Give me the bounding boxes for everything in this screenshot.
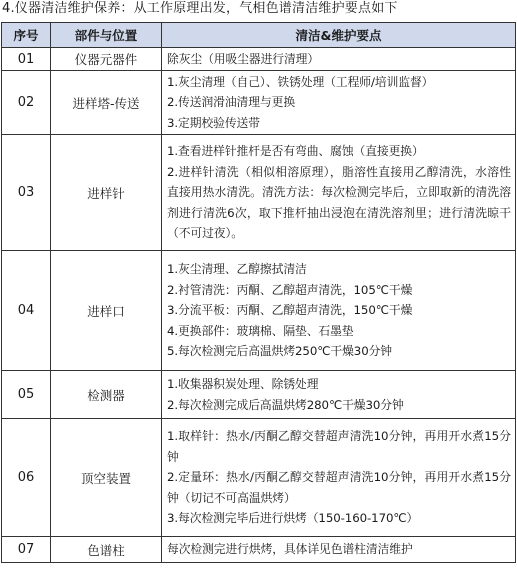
point-line: 4.更换部件：玻璃棉、隔垫、石墨垫 bbox=[167, 323, 354, 338]
point-line: 2.进样针清洗（相似相溶原理），脂溶性直接用乙醇清洗，水溶性直接用热水清洗。清洗方法：每次检测完毕后，立即取新的清洗溶剂进行清洗6次，取下推杆抽出浸泡在清洗溶剂里；进行清洗晾干（不可过夜）。 bbox=[167, 164, 511, 241]
point-line: 3.分流平板：丙酮、乙醇超声清洗，150℃干燥 bbox=[167, 303, 413, 318]
row-no: 01 bbox=[2, 48, 51, 71]
point-line: 5.每次检测完后高温烘烤250℃干燥30分钟 bbox=[167, 344, 392, 359]
header-part: 部件与位置 bbox=[51, 23, 162, 48]
row-no: 06 bbox=[2, 419, 51, 537]
row-points bbox=[162, 135, 516, 251]
row-part: 检测器 bbox=[51, 371, 162, 419]
row-part: 色谱柱 bbox=[51, 537, 162, 563]
table-header-row bbox=[2, 23, 516, 48]
row-no: 03 bbox=[2, 135, 51, 251]
table-row bbox=[2, 48, 516, 71]
point-line: 除灰尘（用吸尘器进行清理） bbox=[167, 51, 320, 66]
point-line: 1.灰尘清理（自己）、铁锈处理（工程师/培训监督） bbox=[167, 74, 434, 89]
header-no: 序号 bbox=[2, 23, 51, 48]
table-row bbox=[2, 251, 516, 371]
row-points bbox=[162, 251, 516, 371]
row-points bbox=[162, 371, 516, 419]
point-line: 3.定期校验传送带 bbox=[167, 115, 260, 130]
row-part: 顶空装置 bbox=[51, 419, 162, 537]
table-row bbox=[2, 371, 516, 419]
point-line: 3.每次检测完毕后进行烘烤（150-160-170℃） bbox=[167, 511, 419, 526]
point-line: 2.传送润滑油清理与更换 bbox=[167, 95, 296, 110]
table-row bbox=[2, 135, 516, 251]
table-row bbox=[2, 537, 516, 563]
row-no: 07 bbox=[2, 537, 51, 563]
row-part: 仪器元器件 bbox=[51, 48, 162, 71]
point-line: 1.查看进样针推杆是否有弯曲、腐蚀（直接更换） bbox=[167, 144, 424, 159]
row-points bbox=[162, 48, 516, 71]
row-part: 进样针 bbox=[51, 135, 162, 251]
row-no: 04 bbox=[2, 251, 51, 371]
point-line: 2.每次检测完成后高温烘烤280℃干燥30分钟 bbox=[167, 397, 404, 412]
point-line: 2.定量环：热水/丙酮乙醇交替超声清洗10分钟，再用开水煮15分钟（切记不可高温烘烤） bbox=[167, 470, 511, 505]
row-points bbox=[162, 419, 516, 537]
table-row bbox=[2, 419, 516, 537]
row-part: 进样塔-传送 bbox=[51, 71, 162, 135]
row-no: 02 bbox=[2, 71, 51, 135]
point-line: 1.灰尘清理、乙醇擦拭清洁 bbox=[167, 262, 307, 277]
row-part: 进样口 bbox=[51, 251, 162, 371]
section-heading: 4.仪器清洁维护保养：从工作原理出发，气相色谱清洁维护要点如下 bbox=[2, 1, 398, 16]
point-line: 每次检测完进行烘烤，具体详见色谱柱清洁维护 bbox=[167, 542, 413, 557]
point-line: 1.收集器积炭处理、除锈处理 bbox=[167, 377, 319, 391]
point-line: 2.衬管清洗：丙酮、乙醇超声清洗，105℃干燥 bbox=[167, 282, 413, 297]
row-no: 05 bbox=[2, 371, 51, 419]
row-points bbox=[162, 71, 516, 135]
header-points: 清洁&维护要点 bbox=[162, 23, 516, 48]
point-line: 1.取样针：热水/丙酮乙醇交替超声清洗10分钟，再用开水煮15分钟 bbox=[167, 429, 511, 464]
row-points bbox=[162, 537, 516, 563]
maintenance-table bbox=[1, 22, 516, 563]
table-row bbox=[2, 71, 516, 135]
